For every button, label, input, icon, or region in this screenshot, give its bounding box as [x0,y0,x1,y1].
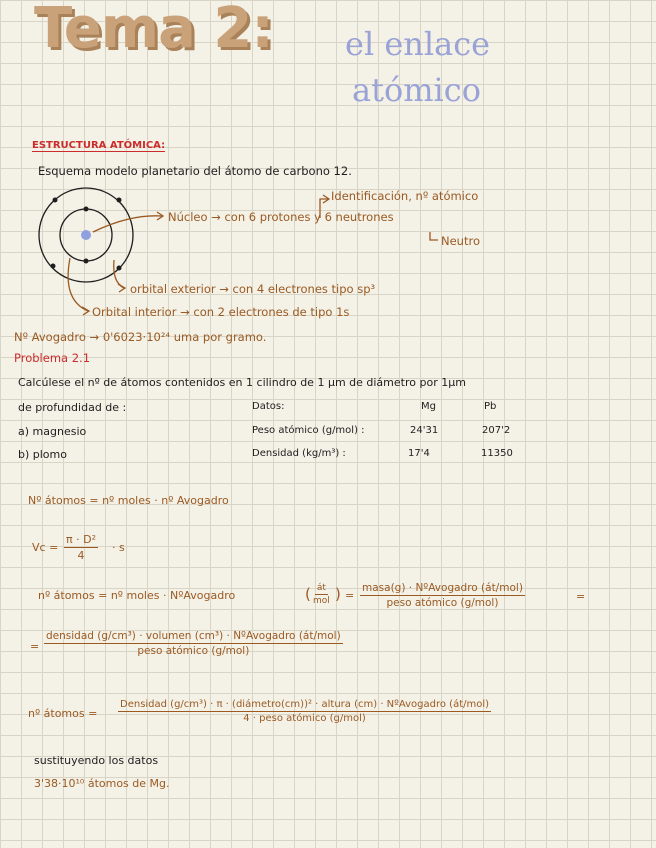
inner-electrons [84,207,89,264]
outer-electrons [51,198,122,271]
problem-option-a: a) magnesio [18,425,87,438]
section-heading: ESTRUCTURA ATÓMICA: [32,140,166,151]
formula-atoms-paren-close: ) [335,585,341,603]
page-title: Tema 2: [34,0,273,61]
formula-density-fraction [44,630,343,657]
formula-atoms-lhs: nº átomos = nº moles · NºAvogadro [38,589,236,602]
nucleus-dot [81,230,91,240]
formula-final-den: 4 · peso atómico (g/mol) [243,713,366,724]
formula-volume-den: 4 [77,549,85,562]
label-orbital-interior: Orbital interior → con 2 electrones de tipo 1s [92,305,350,319]
formula-atoms-paren-fraction [313,583,330,606]
formula-atoms-moles: Nº átomos = nº moles · nº Avogadro [28,494,229,507]
formula-volume-rhs: · s [112,541,125,554]
data-table-row2-mg: 17'4 [408,448,430,459]
formula-atoms-paren-open: ( [305,585,311,603]
formula-density-eq: = [30,640,40,653]
data-table-row2-label: Densidad (kg/m³) : [252,448,346,459]
data-table-row2-pb: 11350 [481,448,513,459]
data-table-col-pb: Pb [484,401,497,412]
section-intro: Esquema modelo planetario del átomo de carbono 12. [38,164,352,178]
data-table-col-mg: Mg [421,401,436,412]
formula-atoms-trail-eq: = [576,590,586,603]
formula-atoms-eq: = [345,589,355,602]
formula-atoms-paren-num: át [316,583,326,593]
data-table-row1-pb: 207'2 [482,425,511,436]
formula-volume-num: π · D² [66,533,96,546]
formula-volume-fraction [64,533,98,562]
label-neutro: Neutro [441,234,480,248]
result-line2: 3'38·10¹⁰ átomos de Mg. [34,777,170,790]
label-identificacion: Identificación, nº atómico [331,189,479,203]
data-table-row1-mg: 24'31 [410,425,439,436]
formula-final-lhs: nº átomos = [28,707,98,720]
problem-statement-line1: Calcúlese el nº de átomos contenidos en 1 cilindro de 1 μm de diámetro por 1μm [18,376,466,389]
avogadro-line: Nº Avogadro → 0'6023·10²⁴ uma por gramo. [14,330,267,344]
formula-atoms-main-den: peso atómico (g/mol) [386,597,499,609]
result-line1: sustituyendo los datos [34,754,159,767]
atom-orbits [39,188,133,282]
problem-heading: Problema 2.1 [14,351,91,365]
formula-volume-lhs: Vc = [32,541,59,554]
page-subtitle-line2: atómico [352,71,481,109]
problem-option-b: b) plomo [18,448,67,461]
formula-atoms-paren-den: mol [313,596,330,606]
formula-density-den: peso atómico (g/mol) [137,645,250,657]
data-table-row1-label: Peso atómico (g/mol) : [252,425,365,436]
label-orbital-exterior: orbital exterior → con 4 electrones tipo sp³ [130,282,376,296]
page-subtitle-line1: el enlace [345,25,491,63]
formula-final-fraction [118,699,491,724]
problem-statement-line2: de profundidad de : [18,401,127,414]
formula-atoms-main-num: masa(g) · NºAvogadro (át/mol) [362,582,523,594]
data-table-label: Datos: [252,401,285,412]
formula-atoms-main-fraction [360,582,525,609]
label-nucleo: Núcleo → con 6 protones y 6 neutrones [168,210,394,224]
formula-density-num: densidad (g/cm³) · volumen (cm³) · NºAvogadro (át/mol) [46,630,341,642]
formula-final-num: Densidad (g/cm³) · π · (diámetro(cm))² · altura (cm) · NºAvogadro (át/mol) [120,699,490,710]
